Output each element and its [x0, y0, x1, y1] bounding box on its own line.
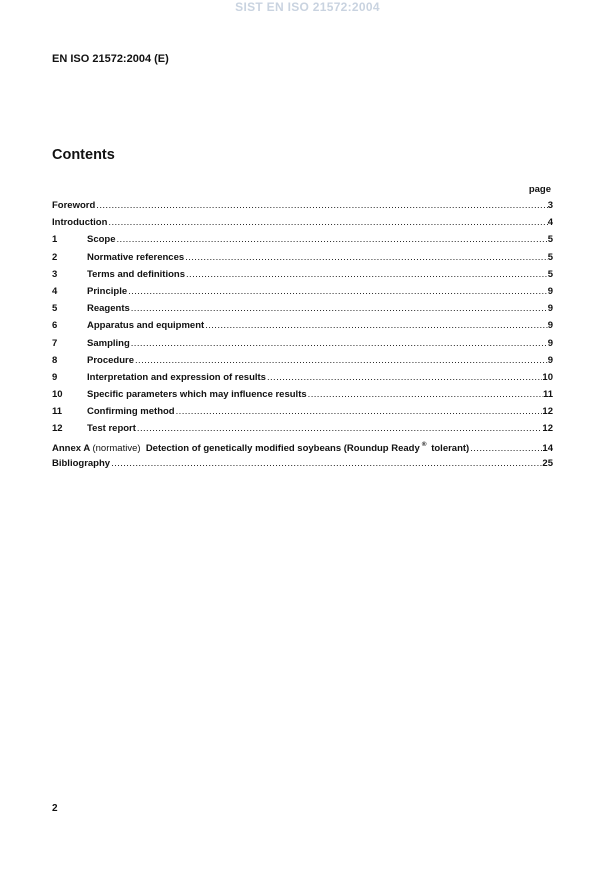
toc-entry-title: Apparatus and equipment: [87, 320, 205, 332]
leader-dots: [128, 286, 548, 297]
leader-dots: [135, 355, 548, 366]
leader-dots: [205, 320, 548, 331]
toc-entry-title: Principle: [87, 285, 128, 297]
toc-entry-title: Introduction: [52, 217, 108, 229]
page-title: Contents: [52, 147, 115, 163]
toc-page-number: 12: [542, 423, 553, 435]
toc-entry-title: Procedure: [87, 354, 134, 366]
toc-entry-number: 12: [52, 423, 63, 435]
toc-page-number: 9: [547, 285, 553, 297]
toc-entry-number: 11: [52, 406, 63, 418]
document-id: EN ISO 21572:2004 (E): [52, 53, 169, 65]
annex-title-end: tolerant): [431, 442, 470, 454]
toc-entry-number: 2: [52, 251, 58, 263]
toc-entry-title: Sampling: [87, 337, 130, 349]
toc-entry-annex-a[interactable]: [52, 441, 553, 458]
toc-entry[interactable]: [52, 320, 553, 337]
toc-entry-title: Bibliography: [52, 457, 111, 469]
toc-page-number: 11: [542, 389, 553, 401]
annex-label: Annex A: [52, 442, 90, 454]
annex-qualifier: (normative): [92, 442, 141, 454]
toc-page-number: 5: [547, 234, 553, 246]
toc-page-number: 4: [547, 217, 553, 229]
toc-entry[interactable]: [52, 303, 553, 320]
toc-page-number: 9: [547, 337, 553, 349]
page-number: 2: [52, 803, 58, 814]
toc-entry[interactable]: [52, 200, 553, 217]
toc-entry-title: Reagents: [87, 303, 130, 315]
leader-dots: [267, 372, 542, 383]
toc-entry[interactable]: [52, 269, 553, 286]
toc-entry-title: Scope: [87, 234, 116, 246]
toc-page-number: 10: [542, 371, 553, 383]
leader-dots: [185, 252, 548, 263]
toc-entry-number: 10: [52, 389, 63, 401]
toc-entry-number: 5: [52, 303, 58, 315]
annex-title: Detection of genetically modified soybeans (Roundup Ready: [145, 442, 420, 454]
toc-entry[interactable]: [52, 389, 553, 406]
toc-page-number: 12: [542, 406, 553, 418]
toc-entry[interactable]: [52, 423, 553, 440]
toc-page-number: 3: [547, 200, 553, 211]
toc-page-number: 5: [547, 268, 553, 280]
leader-dots: [108, 217, 547, 228]
toc-entry-number: 9: [52, 371, 58, 383]
toc-entry-number: 3: [52, 268, 58, 280]
toc-page-number: 9: [547, 303, 553, 315]
toc-page-number: 5: [547, 251, 553, 263]
leader-dots: [131, 303, 548, 314]
leader-dots: [308, 389, 543, 400]
toc-entry[interactable]: [52, 234, 553, 251]
toc-page-number: 9: [547, 354, 553, 366]
toc-entry[interactable]: [52, 286, 553, 303]
leader-dots: [186, 269, 548, 280]
leader-dots: [111, 458, 542, 469]
toc-entry-number: 8: [52, 354, 58, 366]
toc-page-number: 9: [547, 320, 553, 332]
leader-dots: [137, 423, 543, 434]
toc-entry[interactable]: [52, 406, 553, 423]
toc-entry-title: Terms and definitions: [87, 268, 186, 280]
toc-entry-title: Confirming method: [87, 406, 175, 418]
toc-entry-number: 4: [52, 285, 58, 297]
toc-entry-bibliography[interactable]: [52, 458, 553, 475]
toc-entry-title: Normative references: [87, 251, 185, 263]
leader-dots: [176, 406, 543, 417]
table-of-contents: [52, 200, 553, 475]
toc-entry-number: 6: [52, 320, 58, 332]
leader-dots: [96, 200, 547, 211]
toc-entry[interactable]: [52, 355, 553, 372]
toc-page-number: 14: [542, 442, 553, 454]
toc-entry-title: Interpretation and expression of results: [87, 371, 266, 383]
toc-entry-title: Foreword: [52, 200, 96, 211]
leader-dots: [470, 443, 542, 454]
toc-entry-title: Specific parameters which may influence results: [87, 389, 307, 401]
toc-entry[interactable]: [52, 252, 553, 269]
leader-dots: [131, 338, 548, 349]
leader-dots: [117, 234, 548, 245]
watermark: SIST EN ISO 21572:2004: [235, 0, 380, 14]
toc-entry-number: 7: [52, 337, 58, 349]
toc-entry[interactable]: [52, 217, 553, 234]
toc-entry[interactable]: [52, 338, 553, 355]
page-column-label: page: [528, 184, 551, 195]
toc-entry-number: 1: [52, 234, 58, 246]
toc-page-number: 25: [542, 457, 553, 469]
toc-entry[interactable]: [52, 372, 553, 389]
toc-entry-title: Test report: [87, 423, 136, 435]
registered-mark: ®: [421, 440, 427, 448]
